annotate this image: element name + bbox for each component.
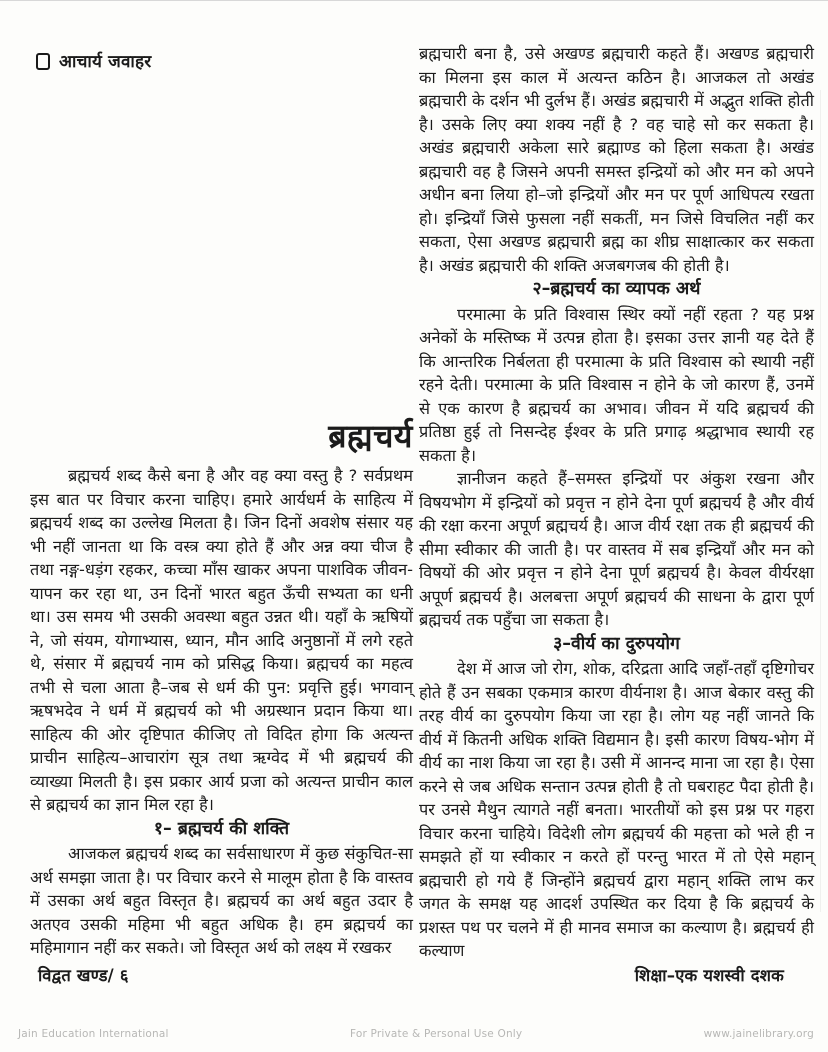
paragraph: ज्ञानीजन कहते हैं–समस्त इन्द्रियों पर अंकुश रखना और विषयभोग में इन्द्रियों को प्रवृत्त न होने देना पूर्ण ब्रह्मचर्य है और वीर्य की रक्षा करना अपूर्ण ब्रह्मचर्य है। आज वीर्य रक्षा तक ही ब्रह्मचर्य की सीमा स्वीकार की जाती है। पर वास्तव में सब इन्द्रियाँ और मन को विषयों की ओर प्रवृत्त न होने देना पूर्ण ब्रह्मचर्य है। केवल वीर्यरक्षा अपूर्ण ब्रह्मचर्य है। अलबत्ता अपूर्ण ब्रह्मचर्य की साधना के द्वारा पूर्ण ब्रह्मचर्य तक पहुँचा जा सकता है। xyxy=(419,469,814,629)
paragraph-continuation: ब्रह्मचारी बना है, उसे अखण्ड ब्रह्मचारी कहते हैं। अखण्ड ब्रह्मचारी का मिलना इस काल में अत्यन्त कठिन है। आजकल तो अखंड ब्रह्मचारी के दर्शन भी दुर्लभ हैं। अखंड ब्रह्मचारी में अद्भुत शक्ति होती है। उसके लिए क्या शक्य नहीं है ? वह चाहे सो कर सकता है। अखंड ब्रह्मचारी अकेला सारे ब्रह्माण्ड को हिला सकता है। अखंड ब्रह्मचारी वह है जिसने अपनी समस्त इन्द्रियों को और मन को अपने अधीन बना लिया हो–जो इन्द्रियों और मन पर पूर्ण आधिपत्य रखता हो। इन्द्रियाँ जिसे फुसला नहीं सकतीं, मन जिसे विचलित नहीं कर सकता, ऐसा अखण्ड ब्रह्मचारी ब्रह्म का शीघ्र साक्षात्कार कर सकता है। अखंड ब्रह्मचारी की शक्ति अजबगजब की होती है। xyxy=(419,44,814,275)
paragraph: देश में आज जो रोग, शोक, दरिद्रता आदि जहाँ-तहाँ दृष्टिगोचर होते हैं उन सबका एकमात्र कारण वीर्यनाश है। आज बेकार वस्तु की तरह वीर्य का दुरुपयोग किया जा रहा है। लोग यह नहीं जानते कि वीर्य में कितनी अधिक शक्ति विद्यमान है। इसी कारण विषय-भोग में वीर्य का नाश किया जा रहा है। उसी में आनन्द माना जा रहा है। ऐसा करने से जब अधिक सन्तान उत्पन्न होती है तो घबराहट पैदा होती है। पर उनसे मैथुन त्यागते नहीं बनता। भारतीयों को इस प्रश्न पर गहरा विचार करना चाहिये। विदेशी लोग ब्रह्मचर्य की महत्ता को भले ही न समझते हों या स्वीकार न करते हों परन्तु भारत में तो ऐसे महान् ब्रह्मचारी हो गये हैं जिन्होंने ब्रह्मचर्य द्वारा महान् शक्ति लाभ कर जगत के समक्ष यह आदर्श उपस्थित कर दिया है कि ब्रह्मचर्य के प्रशस्त पथ पर चलने में ही मानव समाज का कल्याण है। ब्रह्मचर्य ही कल्याण xyxy=(419,659,814,960)
section-heading-3: ३–वीर्य का दुरुपयोग xyxy=(553,633,680,654)
author-header xyxy=(36,49,151,72)
paragraph: ब्रह्मचर्य शब्द कैसे बना है और वह क्या वस्तु है ? सर्वप्रथम इस बात पर विचार करना चाहिए। हमारे आर्यधर्म के साहित्य में ब्रह्मचर्य शब्द का उल्लेख मिलता है। जिन दिनों अवशेष संसार यह भी नहीं जानता था कि वस्त्र क्या होते हैं और अन्न क्या चीज है तथा नङ्ग-धड़ंग रहकर, कच्चा माँस खाकर अपना पाशविक जीवन-यापन कर रहा था, उन दिनों भारत बहुत ऊँची सभ्यता का धनी था। उस समय भी उसकी अवस्था बहुत उन्नत थी। यहाँ के ऋषियों ने, जो संयम, योगाभ्यास, ध्यान, मौन आदि अनुष्ठानों में लगे रहते थे, संसार में ब्रह्मचर्य नाम को प्रसिद्ध किया। ब्रह्मचर्य का महत्व तभी से चला आता है–जब से धर्म की पुन: प्रवृत्ति हुई। भगवान् ऋषभदेव ने धर्म में ब्रह्मचर्य को भी अग्रस्थान प्रदान किया था। साहित्य की ओर दृष्टिपात कीजिए तो विदित होगा कि अत्यन्त प्राचीन साहित्य–आचारांग सूत्र तथा ऋग्वेद में भी ब्रह्मचर्य की व्याख्या मिलती है। इस प्रकार आर्य प्रजा को अत्यन्त प्राचीन काल से ब्रह्मचर्य का ज्ञान मिल रहा है। xyxy=(30,466,413,814)
book-title-footer: शिक्षा–एक यशस्वी दशक xyxy=(634,966,784,985)
usage-notice: For Private & Personal Use Only xyxy=(349,1028,523,1040)
publisher-bar xyxy=(18,1028,814,1040)
section-heading-2: २–ब्रह्मचर्य का व्यापक अर्थ xyxy=(532,279,701,299)
publisher-name: Jain Education International xyxy=(18,1028,169,1040)
section-heading-1: १– ब्रह्मचर्य की शक्ति xyxy=(153,818,290,839)
paragraph: परमात्मा के प्रति विश्वास स्थिर क्यों नहीं रहता ? यह प्रश्न अनेकों के मस्तिष्क में उत्पन्न होता है। इसका उत्तर ज्ञानी यह देते हैं कि आन्तरिक निर्बलता ही परमात्मा के प्रति विश्वास को स्थायी नहीं रहने देती। परमात्मा के प्रति विश्वास न होने के जो कारण हैं, उनमें से एक कारण है ब्रह्मचर्य का अभाव। जीवन में यदि ब्रह्मचर्य की प्रतिष्ठा हुई तो निसन्देह ईश्वर के प्रति प्रगाढ़ श्रद्धाभाव स्थायी रह सकता है। xyxy=(419,304,814,465)
paragraph: आजकल ब्रह्मचर्य शब्द का सर्वसाधारण में कुछ संकुचित-सा अर्थ समझा जाता है। पर विचार करने से मालूम होता है कि वास्तव में उसका अर्थ बहुत विस्तृत है। ब्रह्मचर्य का अर्थ बहुत उदार है अतएव उसकी महिमा भी बहुत अधिक है। हम ब्रह्मचर्य का महिमागान नहीं कर सकते। जो विस्तृत अर्थ को लक्ष्य में रखकर xyxy=(30,844,413,957)
author-name: आचार्य जवाहर xyxy=(59,52,152,72)
volume-label: विद्वत खण्ड/ ६ xyxy=(38,966,129,985)
right-text-column xyxy=(419,42,814,963)
left-text-column xyxy=(30,416,413,960)
page-footer xyxy=(38,963,784,986)
open-square-icon xyxy=(36,53,50,70)
chapter-title: ब्रह्मचर्य xyxy=(328,417,413,455)
library-url: www.jainelibrary.org xyxy=(703,1028,814,1040)
